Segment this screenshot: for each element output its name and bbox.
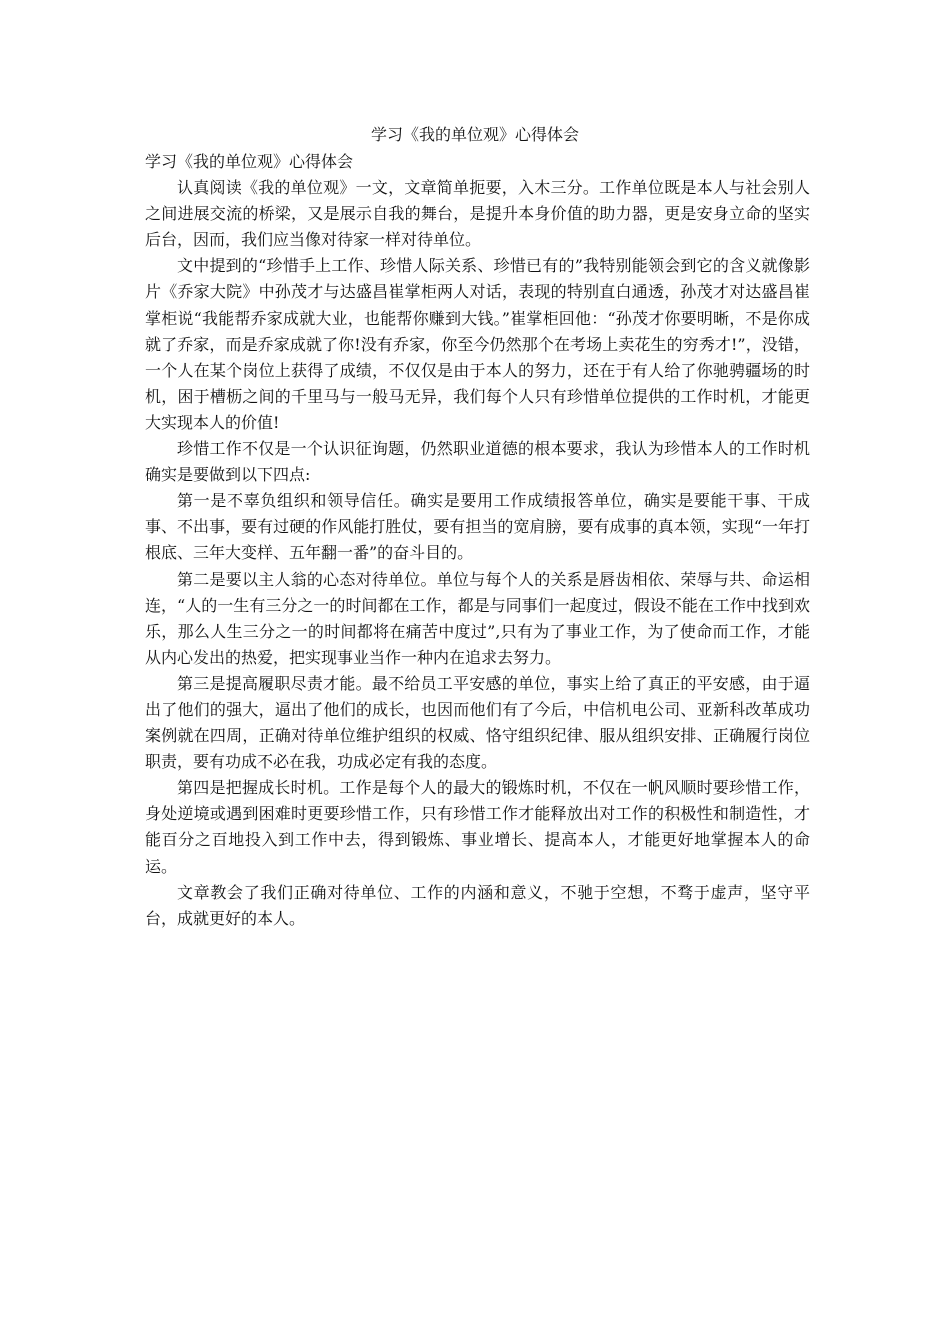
document-subtitle: 学习《我的单位观》心得体会 xyxy=(145,152,354,171)
document-title: 学习《我的单位观》心得体会 xyxy=(370,125,579,144)
document-body xyxy=(145,149,810,932)
paragraph-point-four: 第四是把握成长时机。工作是每个人的最大的锻炼时机，不仅在一帆风顺时要珍惜工作，身处逆境或遇到困难时更要珍惜工作，只有珍惜工作才能释放出对工作的积极性和制造性，才能百分之百地投入到工作中去，得到锻炼、事业增长、提高本人，才能更好地掌握本人的命运。 xyxy=(145,778,810,876)
paragraph-conclusion: 文章教会了我们正确对待单位、工作的内涵和意义，不驰于空想，不骛于虚声，坚守平台，成就更好的本人。 xyxy=(145,882,810,928)
paragraph-point-one: 第一是不辜负组织和领导信任。确实是要用工作成绩报答单位，确实是要能干事、干成事、不出事，要有过硬的作风能打胜仗，要有担当的宽肩膀，要有成事的真本领，实现“一年打根底、三年大变样、五年翻一番”的奋斗目的。 xyxy=(145,491,810,563)
paragraph-point-three: 第三是提高履职尽责才能。最不给员工平安感的单位，事实上给了真正的平安感，由于逼出了他们的强大，逼出了他们的成长，也因而他们有了今后，中信机电公司、亚新科改革成功案例就在四周，正确对待单位维护组织的权威、恪守组织纪律、服从组织安排、正确履行岗位职责，要有功成不必在我，功成必定有我的态度。 xyxy=(145,673,810,772)
paragraph-four-points-intro: 珍惜工作不仅是一个认识征询题，仍然职业道德的根本要求，我认为珍惜本人的工作时机确实是要做到以下四点: xyxy=(145,439,810,485)
paragraph-point-two: 第二是要以主人翁的心态对待单位。单位与每个人的关系是唇齿相依、荣辱与共、命运相连，“人的一生有三分之一的时间都在工作，都是与同事们一起度过，假设不能在工作中找到欢乐，那么人生三分之一的时间都将在痛苦中度过”,只有为了事业工作，为了使命而工作，才能从内心发出的热爱，把实现事业当作一种内在追求去努力。 xyxy=(145,569,810,667)
paragraph-intro: 认真阅读《我的单位观》一文，文章简单扼要，入木三分。工作单位既是本人与社会别人之间进展交流的桥梁，又是展示自我的舞台，是提升本身价值的助力器，更是安身立命的坚实后台，因而，我们应当像对待家一样对待单位。 xyxy=(145,178,810,250)
paragraph-qiao-family-story: 文中提到的“珍惜手上工作、珍惜人际关系、珍惜已有的”我特别能领会到它的含义就像影片《乔家大院》中孙茂才与达盛昌崔掌柜两人对话，表现的特别直白通透，孙茂才对达盛昌崔掌柜说“我能帮乔家成就大业，也能帮你赚到大钱。”崔掌柜回他：“孙茂才你要明晰，不是你成就了乔家，而是乔家成就了你!没有乔家，你至今仍然那个在考场上卖花生的穷秀才!”，没错，一个人在某个岗位上获得了成绩，不仅仅是由于本人的努力，还在于有人给了你驰骋疆场的时机，困于槽枥之间的千里马与一般马无异，我们每个人只有珍惜单位提供的工作时机，才能更大实现本人的价值! xyxy=(145,256,810,432)
